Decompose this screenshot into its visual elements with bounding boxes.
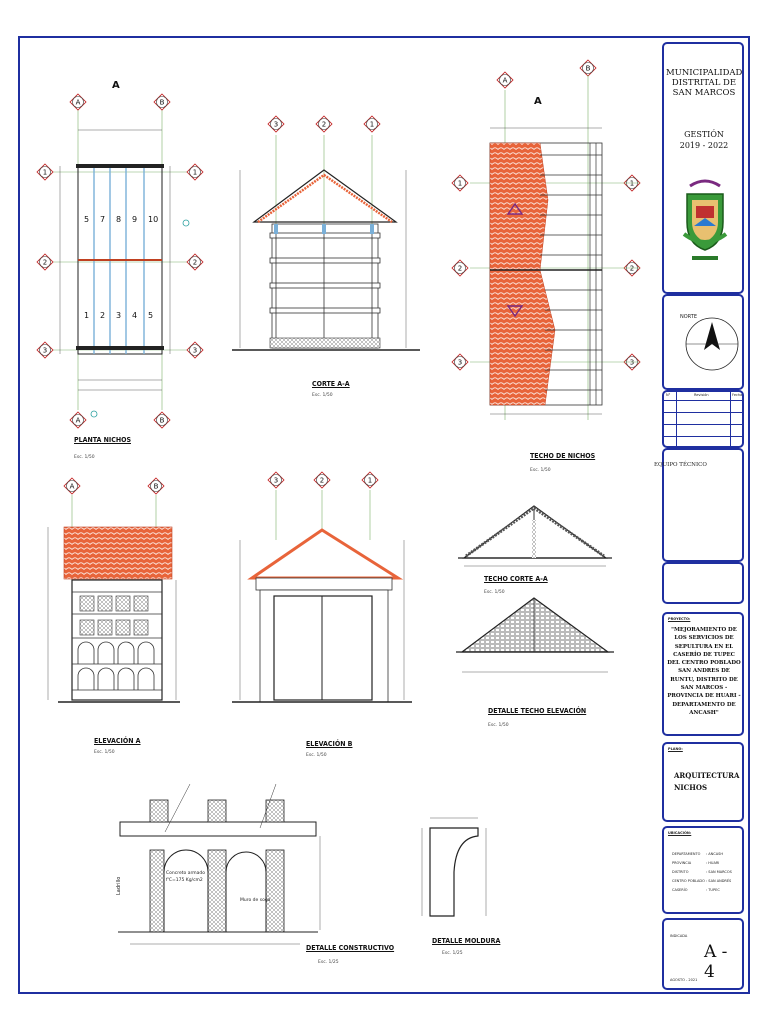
north-arrow-icon	[684, 316, 740, 372]
axis-bubble	[364, 116, 380, 132]
axis-bubble-label: 3	[629, 358, 635, 367]
location-header: UBICACIÓN:	[668, 831, 692, 835]
title-elevacion-a: ELEVACIÓN A	[94, 737, 141, 745]
axis-bubble-label: A	[75, 98, 81, 107]
scale-planta-nichos: Esc. 1/50	[74, 455, 95, 460]
loc-key: DEPARTAMENTO	[672, 852, 701, 856]
axis-bubble	[268, 472, 284, 488]
axis-bubble	[268, 116, 284, 132]
scale-corte-aa: Esc. 1/50	[312, 393, 333, 398]
title-detalle-constructivo: DETALLE CONSTRUCTIVO	[306, 944, 395, 952]
axis-bubble	[37, 254, 53, 270]
gestion-label: GESTIÓN	[684, 130, 724, 139]
project-description: "MEJORAMIENTO DE LOS SERVICIOS DE SEPULTURA EN EL CASERÍO DE TUPEC DEL CENTRO POBLADO SAN ANDRES DE RUNTU, DISTRITO DE SAN MARCOS - PROVINCIA DE HUARI - DEPARTAMENTO DE ANCASH"	[667, 627, 741, 716]
gestion-period: 2019 - 2022	[679, 141, 729, 150]
axis-bubble	[70, 412, 86, 428]
loc-key: PROVINCIA	[672, 861, 692, 865]
detalle-moldura-drawing	[422, 818, 486, 916]
municipal-shield-icon	[682, 176, 728, 268]
techo-corte-aa-drawing	[458, 506, 612, 566]
location-panel	[662, 826, 744, 914]
loc-value: : ANCASH	[706, 852, 723, 856]
loc-value: : SAN MARCOS	[706, 870, 732, 874]
axis-bubble	[580, 60, 596, 76]
axis-bubble	[316, 116, 332, 132]
responsible-panel	[662, 562, 744, 604]
institution-panel	[662, 42, 744, 294]
title-elevacion-b: ELEVACIÓN B	[306, 740, 353, 748]
title-detalle-moldura: DETALLE MOLDURA	[432, 937, 501, 945]
niche-num: 5	[84, 215, 90, 224]
niche-num: 2	[100, 311, 106, 320]
scale-detalle-constructivo: Esc. 1/25	[318, 960, 339, 965]
axis-bubble-label: 2	[42, 258, 48, 267]
plan-name: ARQUITECTURA NICHOS	[674, 771, 740, 792]
axis-bubble-label: 1	[457, 179, 463, 188]
axis-bubble-label: 1	[367, 476, 373, 485]
axis-bubble	[154, 94, 170, 110]
axis-bubble-label: 1	[369, 120, 375, 129]
svg-text:A: A	[534, 96, 542, 107]
scale-elevacion-b: Esc. 1/50	[306, 753, 327, 758]
axis-bubble-label: 3	[273, 120, 279, 129]
axis-bubble	[70, 94, 86, 110]
axis-bubble-label: 1	[42, 168, 48, 177]
niche-num: 8	[116, 215, 122, 224]
axis-markers	[37, 60, 640, 494]
axis-bubble-label: 2	[192, 258, 198, 267]
axis-bubble	[452, 354, 468, 370]
elevacion-b-drawing	[232, 490, 412, 702]
niche-num: 1	[84, 311, 90, 320]
axis-bubble-label: 2	[629, 264, 635, 273]
niche-num: 10	[148, 215, 159, 224]
scale-detalle-moldura: Esc. 1/25	[442, 951, 463, 956]
sheet-panel	[662, 918, 744, 990]
plan-header: PLANO:	[668, 747, 683, 751]
axis-bubble	[187, 342, 203, 358]
axis-bubble-label: 3	[192, 346, 198, 355]
team-panel	[654, 448, 744, 562]
scale-detalle-techo-elevacion: Esc. 1/50	[488, 723, 509, 728]
scale-techo-corte-aa: Esc. 1/50	[484, 590, 505, 595]
axis-bubble-label: 1	[192, 168, 198, 177]
axis-bubble-label: 3	[457, 358, 463, 367]
axis-bubble-label: B	[585, 64, 591, 73]
axis-bubble-label: 3	[273, 476, 279, 485]
niche-num: 7	[100, 215, 106, 224]
niche-num: 3	[116, 311, 122, 320]
axis-bubble	[154, 412, 170, 428]
title-block	[654, 42, 744, 990]
axis-bubble	[314, 472, 330, 488]
axis-bubble	[452, 260, 468, 276]
axis-bubble	[362, 472, 378, 488]
note-muro: Muro de soga	[240, 898, 271, 903]
loc-value: : SAN ANDRÉS	[706, 879, 732, 883]
note-fc: f'C=175 Kg/cm2	[166, 878, 203, 883]
detalle-constructivo-drawing	[116, 784, 320, 944]
scale-techo-nichos: Esc. 1/50	[530, 468, 551, 473]
niche-num: 9	[132, 215, 138, 224]
title-corte-aa: CORTE A-A	[312, 380, 350, 388]
axis-bubble	[187, 254, 203, 270]
project-header: PROYECTO:	[668, 617, 691, 621]
title-techo-nichos: TECHO DE NICHOS	[530, 452, 596, 460]
svg-text:A: A	[112, 80, 120, 91]
axis-bubble	[452, 175, 468, 191]
rev-header-fecha: Fecha	[732, 393, 743, 397]
rev-header-revision: Revisión	[694, 393, 709, 397]
plan-panel	[662, 742, 744, 822]
location-list	[672, 852, 742, 897]
title-detalle-techo-elevacion: DETALLE TECHO ELEVACIÓN	[488, 707, 587, 715]
loc-value: : TUPEC	[706, 888, 720, 892]
scale-value: INDICADA	[670, 934, 688, 938]
axis-bubble-label: B	[159, 416, 165, 425]
svg-text:Ladrillo: Ladrillo	[116, 876, 122, 895]
title-techo-corte-aa: TECHO CORTE A-A	[484, 575, 548, 583]
project-panel	[662, 612, 744, 736]
detalle-techo-elevacion-drawing	[456, 598, 614, 672]
sheet-number: A - 4	[704, 942, 728, 982]
institution-name: MUNICIPALIDAD DISTRITAL DE SAN MARCOS	[666, 68, 743, 98]
revisions-table	[662, 390, 744, 448]
planta-nichos-drawing	[52, 80, 190, 417]
loc-value: : HUARI	[706, 861, 720, 865]
rev-header-no: N°	[666, 393, 671, 397]
techo-nichos-drawing	[470, 75, 640, 420]
axis-bubble-label: B	[159, 98, 165, 107]
note-concreto: Concreto armado	[166, 871, 205, 876]
north-panel	[662, 294, 744, 390]
niche-num: 4	[132, 311, 138, 320]
axis-bubble	[37, 164, 53, 180]
title-planta-nichos: PLANTA NICHOS	[74, 436, 131, 444]
axis-bubble-label: 2	[321, 120, 327, 129]
team-label: EQUIPO TÉCNICO	[654, 462, 707, 468]
loc-key: DISTRITO	[672, 870, 689, 874]
axis-bubble-label: A	[75, 416, 81, 425]
axis-bubble-label: 3	[42, 346, 48, 355]
axis-bubble-label: 1	[629, 179, 635, 188]
axis-bubble-label: 2	[319, 476, 325, 485]
axis-bubble	[497, 72, 513, 88]
loc-key: CENTRO POBLADO	[672, 879, 705, 883]
elevacion-a-drawing	[48, 495, 180, 702]
niche-num: 5	[148, 311, 154, 320]
axis-bubble	[187, 164, 203, 180]
axis-bubble	[37, 342, 53, 358]
axis-bubble-label: A	[69, 482, 75, 491]
axis-bubble-label: B	[153, 482, 159, 491]
corte-aa-drawing	[232, 135, 420, 350]
axis-bubble-label: 2	[457, 264, 463, 273]
axis-bubble	[64, 478, 80, 494]
loc-key: CASERÍO	[672, 888, 688, 892]
north-label: NORTE	[680, 314, 697, 320]
axis-bubble-label: A	[502, 76, 508, 85]
scale-elevacion-a: Esc. 1/50	[94, 750, 115, 755]
sheet-date: AGOSTO - 2021	[670, 978, 698, 982]
axis-bubble	[148, 478, 164, 494]
